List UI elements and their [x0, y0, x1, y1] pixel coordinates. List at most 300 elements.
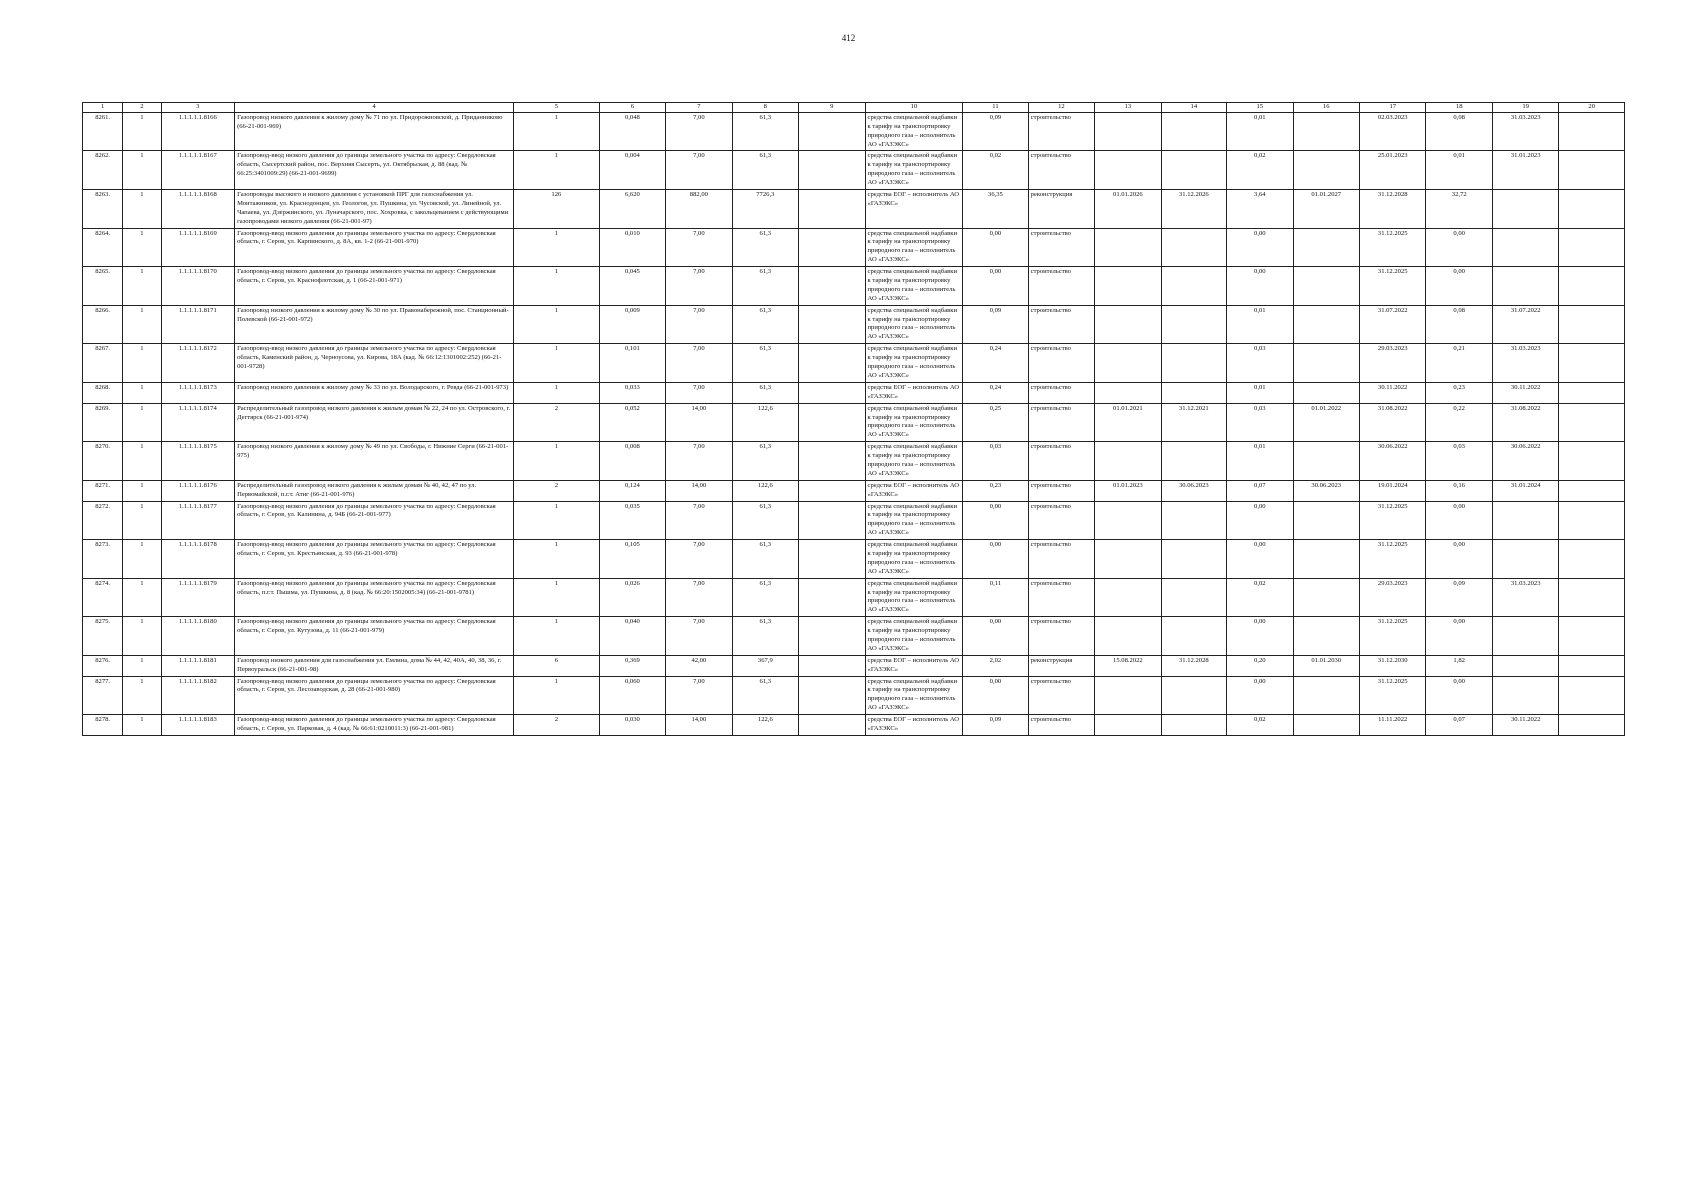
cell-col-7: 7,00 — [666, 442, 732, 481]
funding-source: средства специальной надбавки к тарифу на транспортировку природного газа – исполнитель АО «ГАЗЭКС» — [865, 228, 963, 267]
work-type: строительство — [1028, 112, 1094, 151]
table-row — [83, 403, 1625, 442]
cell-col-16 — [1293, 501, 1359, 540]
cell-length: 0,026 — [599, 578, 665, 617]
cell-col-18: 0,08 — [1426, 112, 1492, 151]
page-number: 412 — [841, 33, 856, 43]
row-number: 8272. — [83, 501, 123, 540]
row-number: 8269. — [83, 403, 123, 442]
cell-cost: 0,00 — [963, 676, 1028, 715]
cell-col-18: 0,00 — [1426, 617, 1492, 656]
cell-quantity: 1 — [514, 267, 600, 306]
object-description: Газопровод низкого давления к жилому дому № 33 по ул. Володарского, г. Ревда (66-21-001-973) — [235, 382, 514, 403]
cell-col-7: 7,00 — [666, 501, 732, 540]
cell-col-7: 7,00 — [666, 344, 732, 383]
cell-col-16 — [1293, 617, 1359, 656]
cell-col-18: 0,07 — [1426, 715, 1492, 736]
cell-col-8: 61,3 — [732, 676, 798, 715]
cell-col-9 — [799, 442, 865, 481]
cell-cost: 0,09 — [963, 715, 1028, 736]
cell-col-9 — [799, 655, 865, 676]
cell-col-16: 30.06.2023 — [1293, 480, 1359, 501]
cell-col-8: 7726,3 — [732, 190, 798, 229]
cell-col-16: 01.01.2022 — [1293, 403, 1359, 442]
cell-col-9 — [799, 228, 865, 267]
investment-program-table — [82, 102, 1625, 736]
cell-col-9 — [799, 480, 865, 501]
start-date — [1095, 617, 1161, 656]
column-number-header: 4 — [235, 103, 514, 113]
object-description: Газопровод-ввод низкого давления до границы земельного участка по адресу: Свердловская область, г. Серов, ул. Краснофлотская, д. 1 (66-21-001-971) — [235, 267, 514, 306]
cell-col-19 — [1492, 655, 1558, 676]
row-number: 8266. — [83, 305, 123, 344]
cell-length: 0,010 — [599, 228, 665, 267]
object-code: 1.1.1.1.1.8174 — [161, 403, 235, 442]
cell-col-2: 1 — [123, 344, 161, 383]
cell-quantity: 1 — [514, 442, 600, 481]
start-date — [1095, 382, 1161, 403]
work-type: строительство — [1028, 382, 1094, 403]
cell-length: 0,052 — [599, 403, 665, 442]
cell-col-19: 30.11.2022 — [1492, 715, 1558, 736]
cell-col-16 — [1293, 228, 1359, 267]
cell-col-8: 61,3 — [732, 442, 798, 481]
work-type: строительство — [1028, 151, 1094, 190]
row-number: 8268. — [83, 382, 123, 403]
end-date — [1161, 540, 1226, 579]
cell-col-15: 0,01 — [1227, 442, 1293, 481]
cell-quantity: 2 — [514, 715, 600, 736]
cell-col-15: 0,02 — [1227, 578, 1293, 617]
cell-col-20 — [1559, 382, 1625, 403]
column-number-row — [83, 103, 1625, 113]
table-row — [83, 540, 1625, 579]
cell-col-7: 7,00 — [666, 578, 732, 617]
object-code: 1.1.1.1.1.8171 — [161, 305, 235, 344]
cell-length: 0,033 — [599, 382, 665, 403]
start-date — [1095, 112, 1161, 151]
cell-col-15: 0,20 — [1227, 655, 1293, 676]
cell-col-7: 7,00 — [666, 617, 732, 656]
funding-source: средства специальной надбавки к тарифу на транспортировку природного газа – исполнитель АО «ГАЗЭКС» — [865, 403, 963, 442]
work-type: строительство — [1028, 344, 1094, 383]
end-date — [1161, 617, 1226, 656]
object-code: 1.1.1.1.1.8178 — [161, 540, 235, 579]
object-description: Газопровод-ввод низкого давления до границы земельного участка по адресу: Свердловская область, г. Серов, ул. Лесозаводская, д. 28 (66-21-001-980) — [235, 676, 514, 715]
cell-col-20 — [1559, 151, 1625, 190]
cell-col-8: 61,3 — [732, 228, 798, 267]
work-type: строительство — [1028, 501, 1094, 540]
cell-col-19: 31.03.2023 — [1492, 344, 1558, 383]
start-date — [1095, 578, 1161, 617]
cell-col-2: 1 — [123, 617, 161, 656]
cell-col-20 — [1559, 403, 1625, 442]
cell-col-8: 61,3 — [732, 267, 798, 306]
cell-col-8: 61,3 — [732, 540, 798, 579]
work-type: строительство — [1028, 540, 1094, 579]
commissioning-date: 31.12.2025 — [1360, 228, 1426, 267]
row-number: 8271. — [83, 480, 123, 501]
cell-col-20 — [1559, 267, 1625, 306]
cell-col-2: 1 — [123, 501, 161, 540]
object-description: Газопровод-ввод низкого давления до границы земельного участка по адресу: Свердловская область, г. Серов, ул. Парковая, д. 4 (кад. № 66:61:0210011:3) (66-21-001-981) — [235, 715, 514, 736]
object-description: Газопровод-ввод низкого давления до границы земельного участка по адресу: Свердловская область, г. Серов, ул. Крестьянская, д. 93 (66-21-001-978) — [235, 540, 514, 579]
cell-col-19: 31.01.2024 — [1492, 480, 1558, 501]
work-type: строительство — [1028, 442, 1094, 481]
cell-col-8: 61,3 — [732, 617, 798, 656]
cell-cost: 0,00 — [963, 540, 1028, 579]
cell-col-7: 42,00 — [666, 655, 732, 676]
cell-col-19: 31.07.2022 — [1492, 305, 1558, 344]
cell-col-8: 61,3 — [732, 305, 798, 344]
object-code: 1.1.1.1.1.8183 — [161, 715, 235, 736]
cell-cost: 0,02 — [963, 151, 1028, 190]
column-number-header: 12 — [1028, 103, 1094, 113]
commissioning-date: 31.07.2022 — [1360, 305, 1426, 344]
cell-col-19: 31.03.2023 — [1492, 578, 1558, 617]
cell-quantity: 1 — [514, 112, 600, 151]
cell-length: 0,101 — [599, 344, 665, 383]
funding-source: средства специальной надбавки к тарифу на транспортировку природного газа – исполнитель АО «ГАЗЭКС» — [865, 617, 963, 656]
row-number: 8275. — [83, 617, 123, 656]
cell-col-9 — [799, 151, 865, 190]
cell-quantity: 1 — [514, 578, 600, 617]
table-row — [83, 442, 1625, 481]
cell-col-15: 0,00 — [1227, 228, 1293, 267]
start-date: 01.01.2026 — [1095, 190, 1161, 229]
object-description: Газопровод низкого давления к жилому дому № 30 по ул. Правонабережной, пос. Станционный-Полевской (66-21-001-972) — [235, 305, 514, 344]
cell-col-2: 1 — [123, 267, 161, 306]
end-date — [1161, 267, 1226, 306]
cell-col-19: 31.01.2023 — [1492, 151, 1558, 190]
cell-col-19: 31.08.2022 — [1492, 403, 1558, 442]
end-date — [1161, 112, 1226, 151]
column-number-header: 8 — [732, 103, 798, 113]
row-number: 8263. — [83, 190, 123, 229]
cell-cost: 0,00 — [963, 228, 1028, 267]
commissioning-date: 02.03.2023 — [1360, 112, 1426, 151]
object-code: 1.1.1.1.1.8166 — [161, 112, 235, 151]
row-number: 8274. — [83, 578, 123, 617]
object-description: Газопровод-ввод низкого давления до границы земельного участка по адресу: Свердловская область, г. Серов, ул. Карпинского, д. 8А, кв. 1-2 (66-21-001-970) — [235, 228, 514, 267]
cell-cost: 0,00 — [963, 267, 1028, 306]
table-row — [83, 382, 1625, 403]
cell-cost: 0,03 — [963, 442, 1028, 481]
cell-col-2: 1 — [123, 715, 161, 736]
end-date — [1161, 715, 1226, 736]
start-date — [1095, 676, 1161, 715]
cell-col-9 — [799, 501, 865, 540]
cell-col-18: 1,82 — [1426, 655, 1492, 676]
cell-cost: 0,00 — [963, 617, 1028, 656]
cell-col-20 — [1559, 228, 1625, 267]
commissioning-date: 31.12.2025 — [1360, 501, 1426, 540]
cell-cost: 2,02 — [963, 655, 1028, 676]
cell-col-19: 30.11.2022 — [1492, 382, 1558, 403]
end-date — [1161, 578, 1226, 617]
cell-col-9 — [799, 715, 865, 736]
cell-col-20 — [1559, 540, 1625, 579]
table-row — [83, 190, 1625, 229]
cell-col-18: 32,72 — [1426, 190, 1492, 229]
cell-col-7: 7,00 — [666, 540, 732, 579]
object-code: 1.1.1.1.1.8181 — [161, 655, 235, 676]
cell-col-15: 0,01 — [1227, 382, 1293, 403]
start-date: 01.01.2023 — [1095, 480, 1161, 501]
commissioning-date: 30.11.2022 — [1360, 382, 1426, 403]
cell-col-19 — [1492, 267, 1558, 306]
cell-col-18: 0,00 — [1426, 540, 1492, 579]
funding-source: средства ЕОГ – исполнитель АО «ГАЗЭКС» — [865, 655, 963, 676]
row-number: 8276. — [83, 655, 123, 676]
end-date: 31.12.2026 — [1161, 190, 1226, 229]
commissioning-date: 29.03.2023 — [1360, 578, 1426, 617]
cell-col-8: 122,6 — [732, 480, 798, 501]
cell-col-7: 7,00 — [666, 228, 732, 267]
cell-col-2: 1 — [123, 190, 161, 229]
cell-col-9 — [799, 190, 865, 229]
column-number-header: 7 — [666, 103, 732, 113]
cell-col-7: 14,00 — [666, 403, 732, 442]
cell-quantity: 1 — [514, 540, 600, 579]
table-row — [83, 151, 1625, 190]
commissioning-date: 31.12.2025 — [1360, 617, 1426, 656]
work-type: строительство — [1028, 578, 1094, 617]
funding-source: средства специальной надбавки к тарифу на транспортировку природного газа – исполнитель АО «ГАЗЭКС» — [865, 578, 963, 617]
cell-length: 0,045 — [599, 267, 665, 306]
cell-cost: 0,09 — [963, 305, 1028, 344]
end-date — [1161, 501, 1226, 540]
cell-col-16 — [1293, 676, 1359, 715]
funding-source: средства специальной надбавки к тарифу на транспортировку природного газа – исполнитель АО «ГАЗЭКС» — [865, 344, 963, 383]
start-date — [1095, 540, 1161, 579]
cell-length: 0,048 — [599, 112, 665, 151]
cell-col-2: 1 — [123, 151, 161, 190]
start-date — [1095, 151, 1161, 190]
column-number-header: 3 — [161, 103, 235, 113]
cell-cost: 36,35 — [963, 190, 1028, 229]
work-type: реконструкция — [1028, 190, 1094, 229]
cell-length: 0,040 — [599, 617, 665, 656]
cell-col-18: 0,21 — [1426, 344, 1492, 383]
cell-col-2: 1 — [123, 228, 161, 267]
cell-col-19 — [1492, 228, 1558, 267]
table-row — [83, 715, 1625, 736]
end-date — [1161, 382, 1226, 403]
cell-col-19 — [1492, 501, 1558, 540]
end-date — [1161, 344, 1226, 383]
cell-cost: 0,23 — [963, 480, 1028, 501]
table-row — [83, 344, 1625, 383]
cell-col-8: 61,3 — [732, 344, 798, 383]
object-code: 1.1.1.1.1.8176 — [161, 480, 235, 501]
cell-cost: 0,25 — [963, 403, 1028, 442]
cell-col-18: 0,01 — [1426, 151, 1492, 190]
commissioning-date: 31.08.2022 — [1360, 403, 1426, 442]
cell-col-2: 1 — [123, 112, 161, 151]
object-code: 1.1.1.1.1.8177 — [161, 501, 235, 540]
cell-col-20 — [1559, 501, 1625, 540]
commissioning-date: 11.11.2022 — [1360, 715, 1426, 736]
cell-col-2: 1 — [123, 540, 161, 579]
cell-col-16 — [1293, 267, 1359, 306]
row-number: 8270. — [83, 442, 123, 481]
end-date — [1161, 151, 1226, 190]
cell-col-2: 1 — [123, 655, 161, 676]
funding-source: средства специальной надбавки к тарифу на транспортировку природного газа – исполнитель АО «ГАЗЭКС» — [865, 151, 963, 190]
cell-col-18: 0,00 — [1426, 501, 1492, 540]
cell-length: 0,030 — [599, 715, 665, 736]
object-description: Газопровод-ввод низкого давления до границы земельного участка по адресу: Свердловская область, г. Серов, ул. Кутузова, д. 11 (66-21-001-979) — [235, 617, 514, 656]
cell-col-18: 0,22 — [1426, 403, 1492, 442]
work-type: строительство — [1028, 267, 1094, 306]
column-number-header: 11 — [963, 103, 1028, 113]
cell-col-18: 0,08 — [1426, 305, 1492, 344]
start-date — [1095, 501, 1161, 540]
start-date — [1095, 715, 1161, 736]
cell-col-7: 7,00 — [666, 112, 732, 151]
row-number: 8267. — [83, 344, 123, 383]
cell-quantity: 1 — [514, 305, 600, 344]
cell-cost: 0,11 — [963, 578, 1028, 617]
cell-length: 0,060 — [599, 676, 665, 715]
cell-col-9 — [799, 382, 865, 403]
cell-col-7: 14,00 — [666, 715, 732, 736]
cell-col-16 — [1293, 382, 1359, 403]
object-code: 1.1.1.1.1.8170 — [161, 267, 235, 306]
start-date: 01.01.2021 — [1095, 403, 1161, 442]
end-date — [1161, 676, 1226, 715]
cell-col-7: 7,00 — [666, 267, 732, 306]
cell-col-15: 0,00 — [1227, 501, 1293, 540]
cell-col-15: 0,00 — [1227, 540, 1293, 579]
cell-col-16 — [1293, 578, 1359, 617]
cell-col-2: 1 — [123, 305, 161, 344]
cell-col-16: 01.01.2030 — [1293, 655, 1359, 676]
row-number: 8277. — [83, 676, 123, 715]
end-date — [1161, 442, 1226, 481]
cell-col-9 — [799, 540, 865, 579]
cell-quantity: 126 — [514, 190, 600, 229]
work-type: строительство — [1028, 403, 1094, 442]
cell-col-15: 0,07 — [1227, 480, 1293, 501]
cell-col-2: 1 — [123, 403, 161, 442]
object-code: 1.1.1.1.1.8180 — [161, 617, 235, 656]
cell-quantity: 2 — [514, 480, 600, 501]
cell-col-9 — [799, 676, 865, 715]
cell-col-15: 0,03 — [1227, 344, 1293, 383]
work-type: строительство — [1028, 480, 1094, 501]
cell-col-15: 0,01 — [1227, 305, 1293, 344]
cell-length: 0,008 — [599, 442, 665, 481]
cell-col-9 — [799, 305, 865, 344]
work-type: строительство — [1028, 305, 1094, 344]
cell-col-20 — [1559, 655, 1625, 676]
funding-source: средства специальной надбавки к тарифу на транспортировку природного газа – исполнитель АО «ГАЗЭКС» — [865, 442, 963, 481]
cell-length: 0,004 — [599, 151, 665, 190]
object-description: Газопровод-ввод низкого давления до границы земельного участка по адресу: Свердловская область, г. Серов, ул. Калинина, д. 94Б (66-21-001-977) — [235, 501, 514, 540]
column-number-header: 10 — [865, 103, 963, 113]
cell-col-2: 1 — [123, 676, 161, 715]
funding-source: средства ЕОГ – исполнитель АО «ГАЗЭКС» — [865, 715, 963, 736]
table-row — [83, 617, 1625, 656]
column-number-header: 17 — [1360, 103, 1426, 113]
cell-col-18: 0,16 — [1426, 480, 1492, 501]
funding-source: средства специальной надбавки к тарифу на транспортировку природного газа – исполнитель АО «ГАЗЭКС» — [865, 540, 963, 579]
table-row — [83, 305, 1625, 344]
table-row — [83, 501, 1625, 540]
cell-col-18: 0,23 — [1426, 382, 1492, 403]
cell-col-16 — [1293, 540, 1359, 579]
commissioning-date: 31.12.2025 — [1360, 676, 1426, 715]
cell-col-8: 61,3 — [732, 578, 798, 617]
cell-col-20 — [1559, 112, 1625, 151]
work-type: строительство — [1028, 228, 1094, 267]
cell-col-19 — [1492, 190, 1558, 229]
column-number-header: 2 — [123, 103, 161, 113]
cell-col-16: 01.01.2027 — [1293, 190, 1359, 229]
cell-length: 0,369 — [599, 655, 665, 676]
column-number-header: 13 — [1095, 103, 1161, 113]
end-date — [1161, 228, 1226, 267]
cell-col-8: 367,9 — [732, 655, 798, 676]
cell-cost: 0,24 — [963, 344, 1028, 383]
end-date — [1161, 305, 1226, 344]
cell-col-7: 14,00 — [666, 480, 732, 501]
column-number-header: 6 — [599, 103, 665, 113]
funding-source: средства ЕОГ – исполнитель АО «ГАЗЭКС» — [865, 382, 963, 403]
column-number-header: 1 — [83, 103, 123, 113]
commissioning-date: 25.01.2023 — [1360, 151, 1426, 190]
cell-cost: 0,00 — [963, 501, 1028, 540]
row-number: 8264. — [83, 228, 123, 267]
cell-col-20 — [1559, 578, 1625, 617]
object-code: 1.1.1.1.1.8182 — [161, 676, 235, 715]
funding-source: средства специальной надбавки к тарифу на транспортировку природного газа – исполнитель АО «ГАЗЭКС» — [865, 112, 963, 151]
commissioning-date: 29.03.2023 — [1360, 344, 1426, 383]
cell-col-7: 7,00 — [666, 305, 732, 344]
commissioning-date: 30.06.2022 — [1360, 442, 1426, 481]
funding-source: средства специальной надбавки к тарифу на транспортировку природного газа – исполнитель АО «ГАЗЭКС» — [865, 305, 963, 344]
object-code: 1.1.1.1.1.8168 — [161, 190, 235, 229]
funding-source: средства специальной надбавки к тарифу на транспортировку природного газа – исполнитель АО «ГАЗЭКС» — [865, 501, 963, 540]
cell-quantity: 1 — [514, 501, 600, 540]
object-description: Распределительный газопровод низкого давления к жилым домам № 40, 42, 47 по ул. Первомайской, п.г.т. Атиг (66-21-001-976) — [235, 480, 514, 501]
cell-length: 0,009 — [599, 305, 665, 344]
cell-col-8: 122,6 — [732, 403, 798, 442]
commissioning-date: 31.12.2025 — [1360, 540, 1426, 579]
object-code: 1.1.1.1.1.8175 — [161, 442, 235, 481]
column-number-header: 18 — [1426, 103, 1492, 113]
cell-col-15: 0,02 — [1227, 151, 1293, 190]
cell-length: 0,105 — [599, 540, 665, 579]
object-description: Газопровод-ввод низкого давления до границы земельного участка по адресу: Свердловская область, п.г.т. Пышма, ул. Пушкина, д. 8 (кад. № 66:20:1502005:34) (66-21-001-9781) — [235, 578, 514, 617]
work-type: строительство — [1028, 617, 1094, 656]
start-date: 15.08.2022 — [1095, 655, 1161, 676]
cell-col-16 — [1293, 151, 1359, 190]
table-row — [83, 267, 1625, 306]
cell-col-15: 0,00 — [1227, 676, 1293, 715]
start-date — [1095, 267, 1161, 306]
commissioning-date: 31.12.2030 — [1360, 655, 1426, 676]
cell-col-19: 30.06.2022 — [1492, 442, 1558, 481]
work-type: строительство — [1028, 676, 1094, 715]
table-row — [83, 228, 1625, 267]
start-date — [1095, 228, 1161, 267]
cell-col-7: 7,00 — [666, 382, 732, 403]
cell-col-15: 0,02 — [1227, 715, 1293, 736]
cell-col-16 — [1293, 442, 1359, 481]
